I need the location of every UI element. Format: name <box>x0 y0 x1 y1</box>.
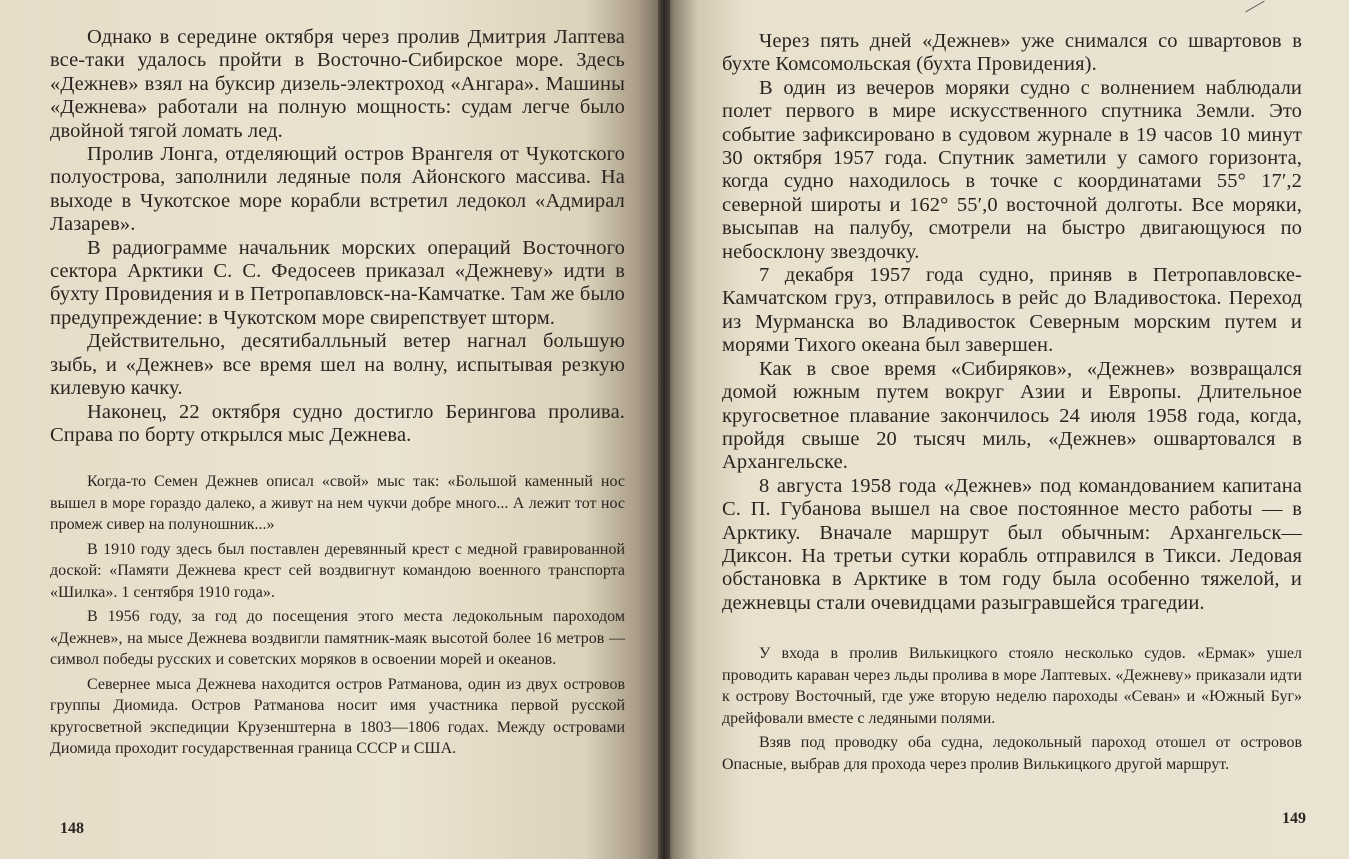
right-note-text <box>722 643 1302 775</box>
note-paragraph: Севернее мыса Дежнева находится остров Ратманова, один из двух островов группы Диомида. Остров Ратманова носит имя участника первой русской кругосветной экспедиции Крузенштерна в 1803—1806 годах. Между островами Диомида проходит государственная граница СССР и США. <box>50 675 625 758</box>
right-main-text <box>722 30 1302 615</box>
left-text-column <box>50 26 625 760</box>
note-paragraph: У входа в пролив Вилькицкого стояло несколько судов. «Ермак» ушел проводить караван через льды пролива в море Лаптевых. «Дежневу» приказали идти к острову Восточный, где уже вторую неделю пароходы «Севан» и «Южный Буг» дрейфовали вместе с ледяными полями. <box>722 645 1302 727</box>
left-note-text <box>50 471 625 760</box>
note-paragraph: Когда-то Семен Дежнев описал «свой» мыс так: «Большой каменный нос вышел в море гораздо далеко, а живут на нем чукчи добре много... А лежит тот нос промеж сивер на полуношник...» <box>50 473 625 534</box>
pencil-mark <box>1245 1 1265 13</box>
page-number: 149 <box>1282 810 1306 827</box>
paragraph: Пролив Лонга, отделяющий остров Врангеля от Чукотского полуострова, заполнили ледяные поля Айонского массива. На выходе в Чукотское море корабли встретил ледокол «Адмирал Лазарев». <box>50 143 625 236</box>
paragraph: Действительно, десятибалльный ветер нагнал большую зыбь, и «Дежнев» все время шел на волну, испытывая резкую килевую качку. <box>50 330 625 400</box>
paragraph: 7 декабря 1957 года судно, приняв в Петропавловске-Камчатском груз, отправилось в рейс до Владивостока. Переход из Мурманска во Владивосток Северным морским путем и морями Тихого океана был завершен. <box>722 264 1302 357</box>
book-gutter <box>658 0 670 859</box>
note-paragraph: Взяв под проводку оба судна, ледокольный пароход отошел от островов Опасные, выбрав для прохода через пролив Вилькицкого другой маршрут. <box>722 734 1302 773</box>
paragraph: Однако в середине октября через пролив Дмитрия Лаптева все-таки удалось пройти в Восточно-Сибирское море. Здесь «Дежнев» взял на буксир дизель-электроход «Ангара». Машины «Дежнева» работали на полную мощность: судам легче было двойной тягой ломать лед. <box>50 26 625 142</box>
right-page <box>664 0 1349 859</box>
page-number: 148 <box>60 820 84 837</box>
paragraph: Наконец, 22 октября судно достигло Берингова пролива. Справа по борту открылся мыс Дежнева. <box>50 400 625 446</box>
note-paragraph: В 1956 году, за год до посещения этого места ледокольным пароходом «Дежнев», на мысе Дежнева воздвигли памятник-маяк высотой более 16 метров — символ победы русских и советских моряков в освоении морей и океанов. <box>50 608 625 669</box>
paragraph: Как в свое время «Сибиряков», «Дежнев» возвращался домой южным путем вокруг Азии и Европы. Длительное кругосветное плавание закончилось 24 июля 1958 года, когда, пройдя свыше 20 тысяч миль, «Дежнев» ошвартовался в Архангельске. <box>722 357 1302 474</box>
left-page <box>0 0 664 859</box>
note-paragraph: В 1910 году здесь был поставлен деревянный крест с медной гравированной доской: «Памяти Дежнева крест сей воздвигнут командою военного транспорта «Шилка». 1 сентября 1910 года». <box>50 540 625 601</box>
paragraph: Через пять дней «Дежнев» уже снимался со швартовов в бухте Комсомольская (бухта Провидения). <box>722 30 1302 76</box>
paragraph: 8 августа 1958 года «Дежнев» под командованием капитана С. П. Губанова вышел на свое постоянное место работы — в Арктику. Вначале маршрут был обычным: Архангельск—Диксон. На третьи сутки корабль отправился в Тикси. Ледовая обстановка в Арктике в том году была особенно тяжелой, и дежневцы стали очевидцами разыгравшейся трагедии. <box>722 474 1302 614</box>
paragraph: В радиограмме начальник морских операций Восточного сектора Арктики С. С. Федосеев приказал «Дежневу» идти в бухту Провидения и в Петропавловск-на-Камчатке. Там же было предупреждение: в Чукотском море свирепствует шторм. <box>50 236 625 329</box>
right-text-column <box>722 30 1302 775</box>
paragraph: В один из вечеров моряки судно с волнением наблюдали полет первого в мире искусственного спутника Земли. Это событие зафиксировано в судовом журнале в 19 часов 10 минут 30 октября 1957 года. Спутник заметили у самого горизонта, когда судно находилось в точке с координатами 55° 17′,2 северной широты и 162° 55′,0 восточной долготы. Все моряки, высыпав на палубу, смотрели на быстро двигающуюся по небосклону звездочку. <box>722 76 1302 263</box>
left-main-text <box>50 26 625 447</box>
